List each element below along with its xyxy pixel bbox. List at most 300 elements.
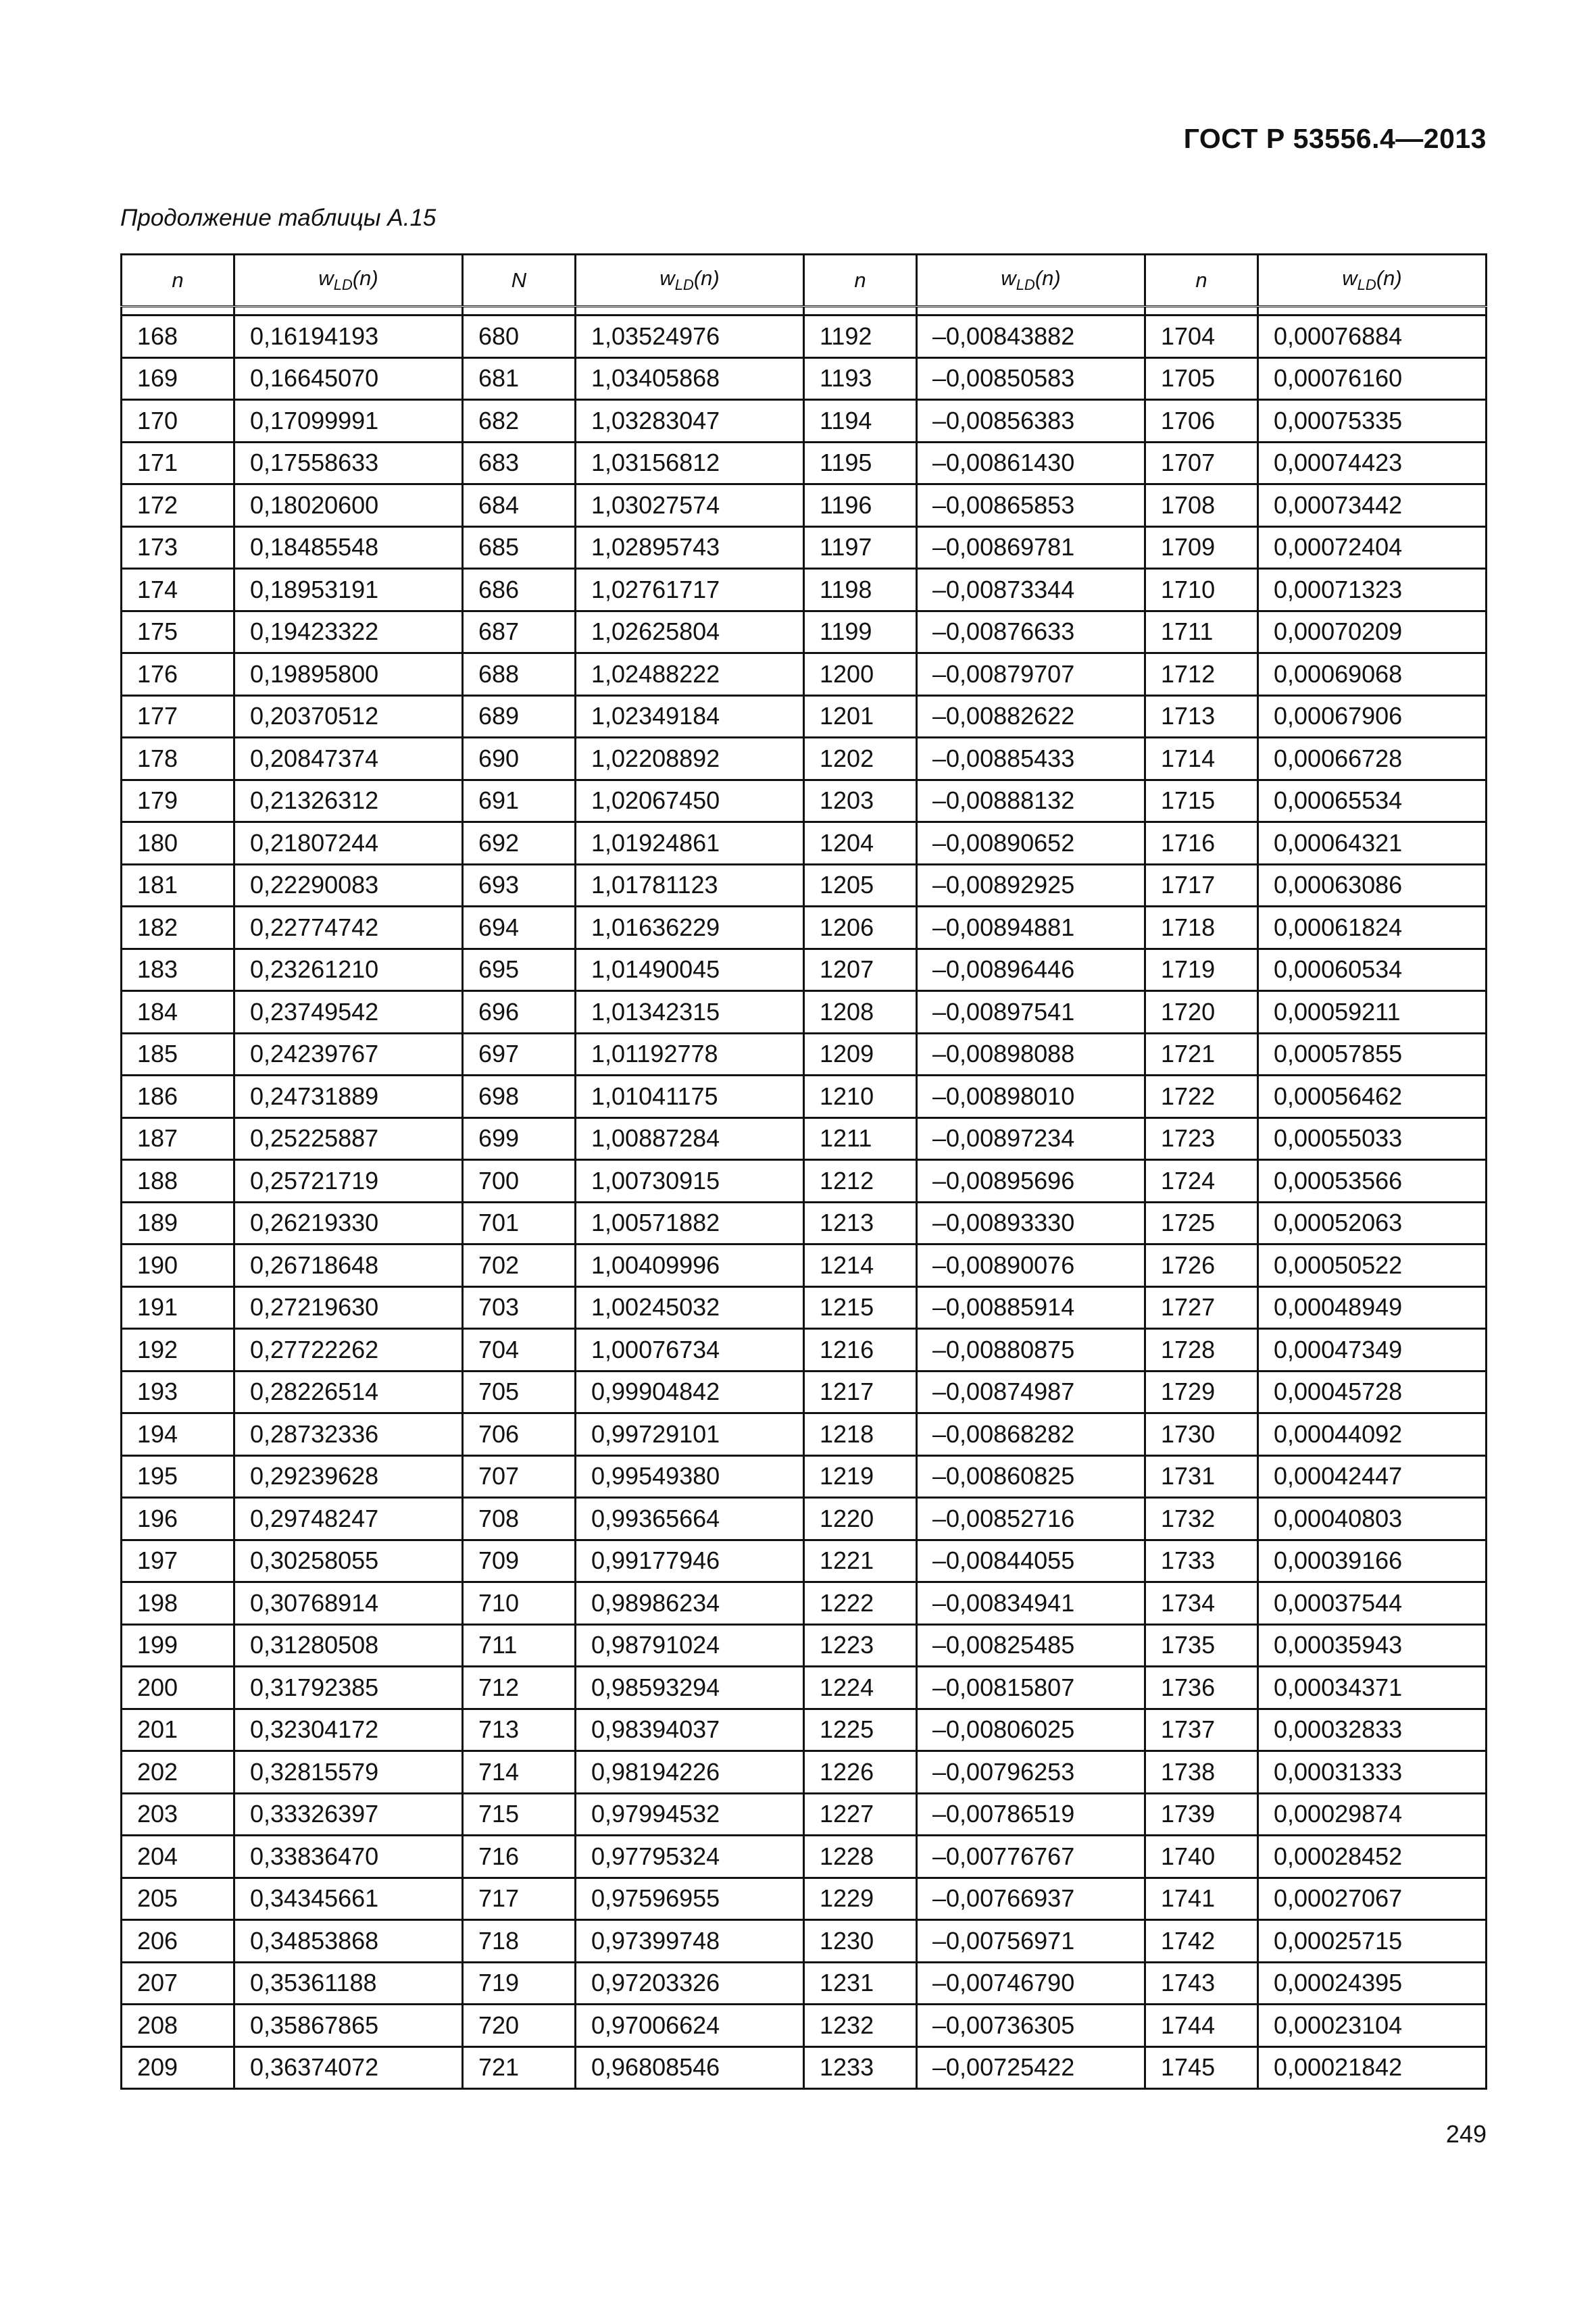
table-cell: 0,00064321 bbox=[1258, 822, 1487, 865]
table-cell: –0,00834941 bbox=[917, 1582, 1145, 1625]
table-cell: 0,00070209 bbox=[1258, 611, 1487, 653]
table-cell: 1739 bbox=[1145, 1793, 1258, 1836]
table-cell: 186 bbox=[122, 1076, 234, 1118]
table-cell: 1717 bbox=[1145, 864, 1258, 907]
table-cell: –0,00776767 bbox=[917, 1836, 1145, 1878]
table-cell: 178 bbox=[122, 738, 234, 780]
table-cell: 1729 bbox=[1145, 1371, 1258, 1413]
table-cell: 1713 bbox=[1145, 695, 1258, 738]
table-cell: 1199 bbox=[804, 611, 917, 653]
table-header-row bbox=[122, 255, 1487, 307]
table-row bbox=[122, 2005, 1487, 2047]
table-cell: 1230 bbox=[804, 1920, 917, 1963]
table-cell: 1736 bbox=[1145, 1667, 1258, 1709]
table-cell: –0,00843882 bbox=[917, 316, 1145, 358]
table-cell: 0,31792385 bbox=[234, 1667, 463, 1709]
table-cell: 1,00730915 bbox=[576, 1160, 804, 1203]
table-body bbox=[122, 316, 1487, 2089]
table-cell: 1724 bbox=[1145, 1160, 1258, 1203]
table-cell: 710 bbox=[463, 1582, 576, 1625]
table-row bbox=[122, 400, 1487, 443]
table-cell: –0,00861430 bbox=[917, 442, 1145, 484]
table-cell: 1,02208892 bbox=[576, 738, 804, 780]
table-cell: 1707 bbox=[1145, 442, 1258, 484]
table-cell: –0,00873344 bbox=[917, 569, 1145, 611]
table-cell: 0,20847374 bbox=[234, 738, 463, 780]
table-cell: 188 bbox=[122, 1160, 234, 1203]
table-cell: 694 bbox=[463, 907, 576, 949]
table-cell: 1227 bbox=[804, 1793, 917, 1836]
table-row bbox=[122, 1751, 1487, 1794]
table-cell: 0,30768914 bbox=[234, 1582, 463, 1625]
table-cell: 0,24239767 bbox=[234, 1033, 463, 1076]
table-row bbox=[122, 1920, 1487, 1963]
table-cell: 1743 bbox=[1145, 1962, 1258, 2005]
table-row bbox=[122, 695, 1487, 738]
table-cell: 1741 bbox=[1145, 1878, 1258, 1920]
table-cell: –0,00825485 bbox=[917, 1624, 1145, 1667]
table-cell: 0,97795324 bbox=[576, 1836, 804, 1878]
table-cell: 181 bbox=[122, 864, 234, 907]
table-cell: –0,00860825 bbox=[917, 1455, 1145, 1498]
table-cell: 187 bbox=[122, 1117, 234, 1160]
table-cell: 1723 bbox=[1145, 1117, 1258, 1160]
table-cell: –0,00897234 bbox=[917, 1117, 1145, 1160]
table-cell: 173 bbox=[122, 526, 234, 569]
table-cell: 1714 bbox=[1145, 738, 1258, 780]
table-cell: –0,00890076 bbox=[917, 1244, 1145, 1287]
table-cell: –0,00736305 bbox=[917, 2005, 1145, 2047]
table-cell: 0,98394037 bbox=[576, 1709, 804, 1751]
table-cell: 199 bbox=[122, 1624, 234, 1667]
table-cell: 0,00057855 bbox=[1258, 1033, 1487, 1076]
table-cell: 1231 bbox=[804, 1962, 917, 2005]
table-cell: 1,03156812 bbox=[576, 442, 804, 484]
table-cell: 704 bbox=[463, 1329, 576, 1372]
table-cell: 1206 bbox=[804, 907, 917, 949]
table-cell: 0,99177946 bbox=[576, 1540, 804, 1582]
table-cell: 0,00063086 bbox=[1258, 864, 1487, 907]
table-cell: 200 bbox=[122, 1667, 234, 1709]
table-cell: 0,00053566 bbox=[1258, 1160, 1487, 1203]
table-cell: 182 bbox=[122, 907, 234, 949]
table-cell: 1,03524976 bbox=[576, 316, 804, 358]
table-cell: 688 bbox=[463, 653, 576, 696]
table-cell: 1,01342315 bbox=[576, 991, 804, 1034]
table-cell: 184 bbox=[122, 991, 234, 1034]
table-cell: 1732 bbox=[1145, 1498, 1258, 1540]
table-cell: 0,00044092 bbox=[1258, 1413, 1487, 1456]
table-cell: 702 bbox=[463, 1244, 576, 1287]
table-cell: 0,00028452 bbox=[1258, 1836, 1487, 1878]
table-cell: 0,00037544 bbox=[1258, 1582, 1487, 1625]
table-cell: 0,00027067 bbox=[1258, 1878, 1487, 1920]
table-row bbox=[122, 1582, 1487, 1625]
table-cell: 168 bbox=[122, 316, 234, 358]
table-cell: 0,00050522 bbox=[1258, 1244, 1487, 1287]
table-cell: 196 bbox=[122, 1498, 234, 1540]
table-cell: 714 bbox=[463, 1751, 576, 1794]
table-cell: –0,00898088 bbox=[917, 1033, 1145, 1076]
table-cell: 175 bbox=[122, 611, 234, 653]
table-row bbox=[122, 611, 1487, 653]
table-cell: 1217 bbox=[804, 1371, 917, 1413]
table-cell: 1200 bbox=[804, 653, 917, 696]
table-row bbox=[122, 357, 1487, 400]
table-row bbox=[122, 1413, 1487, 1456]
table-cell: 0,00045728 bbox=[1258, 1371, 1487, 1413]
table-cell: 1710 bbox=[1145, 569, 1258, 611]
standard-code: ГОСТ Р 53556.4—2013 bbox=[1183, 123, 1487, 154]
table-cell: 206 bbox=[122, 1920, 234, 1963]
table-cell: 1,00409996 bbox=[576, 1244, 804, 1287]
table-row bbox=[122, 991, 1487, 1034]
table-cell: 1193 bbox=[804, 357, 917, 400]
table-cell: 1202 bbox=[804, 738, 917, 780]
table-cell: 1,00076734 bbox=[576, 1329, 804, 1372]
table-cell: 195 bbox=[122, 1455, 234, 1498]
table-cell: 0,97994532 bbox=[576, 1793, 804, 1836]
table-cell: 705 bbox=[463, 1371, 576, 1413]
table-cell: 718 bbox=[463, 1920, 576, 1963]
table-cell: 712 bbox=[463, 1667, 576, 1709]
table-cell: 1708 bbox=[1145, 484, 1258, 527]
table-cell: 703 bbox=[463, 1286, 576, 1329]
table-cell: 1721 bbox=[1145, 1033, 1258, 1076]
table-cell: 691 bbox=[463, 780, 576, 822]
table-cell: 0,33836470 bbox=[234, 1836, 463, 1878]
column-header: N bbox=[463, 255, 576, 307]
table-cell: 0,30258055 bbox=[234, 1540, 463, 1582]
table-cell: 1212 bbox=[804, 1160, 917, 1203]
table-cell: 695 bbox=[463, 949, 576, 991]
table-cell: 0,27219630 bbox=[234, 1286, 463, 1329]
table-cell: 686 bbox=[463, 569, 576, 611]
table-cell: 0,20370512 bbox=[234, 695, 463, 738]
table-cell: –0,00746790 bbox=[917, 1962, 1145, 2005]
table-cell: 697 bbox=[463, 1033, 576, 1076]
table-cell: –0,00897541 bbox=[917, 991, 1145, 1034]
table-cell: 0,00076160 bbox=[1258, 357, 1487, 400]
table-cell: 1734 bbox=[1145, 1582, 1258, 1625]
table-row bbox=[122, 1455, 1487, 1498]
table-cell: 1,02067450 bbox=[576, 780, 804, 822]
table-cell: 1,01636229 bbox=[576, 907, 804, 949]
table-cell: 1711 bbox=[1145, 611, 1258, 653]
table-row bbox=[122, 1244, 1487, 1287]
table-cell: 685 bbox=[463, 526, 576, 569]
table-row bbox=[122, 1540, 1487, 1582]
table-cell: 1744 bbox=[1145, 2005, 1258, 2047]
table-cell: 0,22774742 bbox=[234, 907, 463, 949]
table-row bbox=[122, 1033, 1487, 1076]
table-cell: –0,00865853 bbox=[917, 484, 1145, 527]
table-cell: 1224 bbox=[804, 1667, 917, 1709]
table-row bbox=[122, 1709, 1487, 1751]
table-row bbox=[122, 1878, 1487, 1920]
table-cell: 0,16645070 bbox=[234, 357, 463, 400]
table-row bbox=[122, 1836, 1487, 1878]
table-cell: 0,17099991 bbox=[234, 400, 463, 443]
table-cell: 1,02895743 bbox=[576, 526, 804, 569]
table-cell: 0,96808546 bbox=[576, 2046, 804, 2089]
header-separator bbox=[122, 307, 1487, 316]
table-cell: 171 bbox=[122, 442, 234, 484]
column-header: n bbox=[1145, 255, 1258, 307]
table-cell: 0,99549380 bbox=[576, 1455, 804, 1498]
table-cell: 699 bbox=[463, 1117, 576, 1160]
table-cell: –0,00869781 bbox=[917, 526, 1145, 569]
table-cell: 0,97203326 bbox=[576, 1962, 804, 2005]
table-cell: 179 bbox=[122, 780, 234, 822]
table-cell: 1720 bbox=[1145, 991, 1258, 1034]
table-cell: 1213 bbox=[804, 1202, 917, 1244]
table-cell: –0,00766937 bbox=[917, 1878, 1145, 1920]
table-cell: 1712 bbox=[1145, 653, 1258, 696]
table-cell: –0,00896446 bbox=[917, 949, 1145, 991]
table-cell: –0,00786519 bbox=[917, 1793, 1145, 1836]
table-cell: 0,97596955 bbox=[576, 1878, 804, 1920]
table-cell: 0,00076884 bbox=[1258, 316, 1487, 358]
table-cell: 1,02349184 bbox=[576, 695, 804, 738]
table-cell: 0,21326312 bbox=[234, 780, 463, 822]
table-cell: 0,22290083 bbox=[234, 864, 463, 907]
page-number: 249 bbox=[1445, 2120, 1487, 2148]
table-cell: 1742 bbox=[1145, 1920, 1258, 1963]
table-cell: 1,03283047 bbox=[576, 400, 804, 443]
table-cell: 1208 bbox=[804, 991, 917, 1034]
table-cell: 1731 bbox=[1145, 1455, 1258, 1498]
table-cell: 1205 bbox=[804, 864, 917, 907]
table-cell: 0,00066728 bbox=[1258, 738, 1487, 780]
table-cell: 0,00032833 bbox=[1258, 1709, 1487, 1751]
table-cell: 0,00067906 bbox=[1258, 695, 1487, 738]
table-cell: 0,98986234 bbox=[576, 1582, 804, 1625]
table-cell: 700 bbox=[463, 1160, 576, 1203]
table-cell: 1196 bbox=[804, 484, 917, 527]
table-cell: –0,00892925 bbox=[917, 864, 1145, 907]
table-cell: 0,17558633 bbox=[234, 442, 463, 484]
table-cell: 194 bbox=[122, 1413, 234, 1456]
table-cell: 208 bbox=[122, 2005, 234, 2047]
table-cell: 191 bbox=[122, 1286, 234, 1329]
table-cell: 719 bbox=[463, 1962, 576, 2005]
table-cell: 1718 bbox=[1145, 907, 1258, 949]
table-cell: –0,00806025 bbox=[917, 1709, 1145, 1751]
table-cell: –0,00844055 bbox=[917, 1540, 1145, 1582]
table-cell: 0,33326397 bbox=[234, 1793, 463, 1836]
table-cell: 0,00071323 bbox=[1258, 569, 1487, 611]
table-cell: 1214 bbox=[804, 1244, 917, 1287]
table-cell: 0,25225887 bbox=[234, 1117, 463, 1160]
table-cell: 192 bbox=[122, 1329, 234, 1372]
table-cell: 1209 bbox=[804, 1033, 917, 1076]
table-cell: 1,00571882 bbox=[576, 1202, 804, 1244]
table-cell: 1225 bbox=[804, 1709, 917, 1751]
table-cell: 0,99904842 bbox=[576, 1371, 804, 1413]
table-cell: 1221 bbox=[804, 1540, 917, 1582]
table-row bbox=[122, 907, 1487, 949]
table-cell: 1229 bbox=[804, 1878, 917, 1920]
table-cell: 0,00073442 bbox=[1258, 484, 1487, 527]
table-row bbox=[122, 1371, 1487, 1413]
table-cell: 1194 bbox=[804, 400, 917, 443]
table-cell: 1,01192778 bbox=[576, 1033, 804, 1076]
table-cell: –0,00850583 bbox=[917, 357, 1145, 400]
table-cell: 720 bbox=[463, 2005, 576, 2047]
table-row bbox=[122, 1667, 1487, 1709]
table-row bbox=[122, 1117, 1487, 1160]
table-cell: 1226 bbox=[804, 1751, 917, 1794]
table-caption: Продолжение таблицы А.15 bbox=[120, 205, 437, 231]
column-header: $w_{LD}(n)$ bbox=[576, 255, 804, 307]
table-cell: 1,01924861 bbox=[576, 822, 804, 865]
table-row bbox=[122, 2046, 1487, 2089]
table-cell: 1222 bbox=[804, 1582, 917, 1625]
table-row bbox=[122, 316, 1487, 358]
table-cell: 197 bbox=[122, 1540, 234, 1582]
table-row bbox=[122, 653, 1487, 696]
table-cell: 709 bbox=[463, 1540, 576, 1582]
table-row bbox=[122, 569, 1487, 611]
table-cell: 1735 bbox=[1145, 1624, 1258, 1667]
table-cell: –0,00725422 bbox=[917, 2046, 1145, 2089]
table-cell: 0,98791024 bbox=[576, 1624, 804, 1667]
table-cell: 711 bbox=[463, 1624, 576, 1667]
table-cell: 0,00025715 bbox=[1258, 1920, 1487, 1963]
table-cell: 0,18953191 bbox=[234, 569, 463, 611]
table-cell: 0,00039166 bbox=[1258, 1540, 1487, 1582]
table-cell: 0,27722262 bbox=[234, 1329, 463, 1372]
table-cell: 1726 bbox=[1145, 1244, 1258, 1287]
column-header: $w_{LD}(n)$ bbox=[917, 255, 1145, 307]
table-cell: 706 bbox=[463, 1413, 576, 1456]
table-cell: –0,00868282 bbox=[917, 1413, 1145, 1456]
table-cell: 0,35361188 bbox=[234, 1962, 463, 2005]
table-cell: 0,00074423 bbox=[1258, 442, 1487, 484]
table-cell: 1730 bbox=[1145, 1413, 1258, 1456]
table-cell: 201 bbox=[122, 1709, 234, 1751]
table-cell: 193 bbox=[122, 1371, 234, 1413]
table-cell: 715 bbox=[463, 1793, 576, 1836]
table-cell: 696 bbox=[463, 991, 576, 1034]
table-cell: 1201 bbox=[804, 695, 917, 738]
table-cell: 692 bbox=[463, 822, 576, 865]
table-cell: 0,00023104 bbox=[1258, 2005, 1487, 2047]
table-cell: 0,00040803 bbox=[1258, 1498, 1487, 1540]
table-cell: 169 bbox=[122, 357, 234, 400]
table-cell: 1233 bbox=[804, 2046, 917, 2089]
table-cell: –0,00895696 bbox=[917, 1160, 1145, 1203]
column-header: n bbox=[804, 255, 917, 307]
table-cell: 1215 bbox=[804, 1286, 917, 1329]
table-cell: 209 bbox=[122, 2046, 234, 2089]
table-cell: 680 bbox=[463, 316, 576, 358]
table-cell: 0,28226514 bbox=[234, 1371, 463, 1413]
table-cell: –0,00885433 bbox=[917, 738, 1145, 780]
table-cell: 183 bbox=[122, 949, 234, 991]
table-cell: 1,00245032 bbox=[576, 1286, 804, 1329]
table-cell: 185 bbox=[122, 1033, 234, 1076]
table-cell: 1204 bbox=[804, 822, 917, 865]
table-cell: 721 bbox=[463, 2046, 576, 2089]
table-row bbox=[122, 1793, 1487, 1836]
table-cell: 0,99729101 bbox=[576, 1413, 804, 1456]
table-cell: 0,32815579 bbox=[234, 1751, 463, 1794]
table-cell: 0,16194193 bbox=[234, 316, 463, 358]
table-cell: 198 bbox=[122, 1582, 234, 1625]
column-header: $w_{LD}(n)$ bbox=[1258, 255, 1487, 307]
table-cell: 0,00061824 bbox=[1258, 907, 1487, 949]
table-row bbox=[122, 738, 1487, 780]
table-cell: 0,35867865 bbox=[234, 2005, 463, 2047]
table-cell: 701 bbox=[463, 1202, 576, 1244]
table-cell: 708 bbox=[463, 1498, 576, 1540]
table-cell: 0,24731889 bbox=[234, 1076, 463, 1118]
table-cell: –0,00898010 bbox=[917, 1076, 1145, 1118]
table-cell: 0,00035943 bbox=[1258, 1624, 1487, 1667]
table-cell: 170 bbox=[122, 400, 234, 443]
table-cell: 0,18485548 bbox=[234, 526, 463, 569]
table-cell: 681 bbox=[463, 357, 576, 400]
table-cell: 0,00042447 bbox=[1258, 1455, 1487, 1498]
table-cell: 0,00029874 bbox=[1258, 1793, 1487, 1836]
table-cell: 690 bbox=[463, 738, 576, 780]
table-cell: 180 bbox=[122, 822, 234, 865]
table-cell: 0,23261210 bbox=[234, 949, 463, 991]
table-row bbox=[122, 1624, 1487, 1667]
table-cell: 0,98593294 bbox=[576, 1667, 804, 1709]
table-cell: 1704 bbox=[1145, 316, 1258, 358]
table-cell: 0,23749542 bbox=[234, 991, 463, 1034]
table-cell: 713 bbox=[463, 1709, 576, 1751]
table-cell: 0,21807244 bbox=[234, 822, 463, 865]
table-cell: 689 bbox=[463, 695, 576, 738]
table-cell: 1727 bbox=[1145, 1286, 1258, 1329]
table-cell: 1716 bbox=[1145, 822, 1258, 865]
table-cell: 1,01490045 bbox=[576, 949, 804, 991]
table-row bbox=[122, 1329, 1487, 1372]
table-cell: 707 bbox=[463, 1455, 576, 1498]
table-cell: 1,02625804 bbox=[576, 611, 804, 653]
column-header: n bbox=[122, 255, 234, 307]
table-cell: 1705 bbox=[1145, 357, 1258, 400]
table-cell: 1192 bbox=[804, 316, 917, 358]
table-cell: 0,26718648 bbox=[234, 1244, 463, 1287]
table-cell: –0,00876633 bbox=[917, 611, 1145, 653]
table-cell: –0,00856383 bbox=[917, 400, 1145, 443]
table-cell: 693 bbox=[463, 864, 576, 907]
table-row bbox=[122, 1160, 1487, 1203]
table-cell: 1715 bbox=[1145, 780, 1258, 822]
table-cell: 1207 bbox=[804, 949, 917, 991]
table-cell: –0,00894881 bbox=[917, 907, 1145, 949]
table-cell: 0,00072404 bbox=[1258, 526, 1487, 569]
table-cell: 1738 bbox=[1145, 1751, 1258, 1794]
table-row bbox=[122, 822, 1487, 865]
table-cell: –0,00882622 bbox=[917, 695, 1145, 738]
table-row bbox=[122, 1962, 1487, 2005]
table-cell: 190 bbox=[122, 1244, 234, 1287]
table-cell: 684 bbox=[463, 484, 576, 527]
table-cell: 0,26219330 bbox=[234, 1202, 463, 1244]
table-cell: –0,00890652 bbox=[917, 822, 1145, 865]
table-cell: 1719 bbox=[1145, 949, 1258, 991]
table-row bbox=[122, 484, 1487, 527]
table-cell: 0,19895800 bbox=[234, 653, 463, 696]
table-cell: 1,03405868 bbox=[576, 357, 804, 400]
table-cell: 0,28732336 bbox=[234, 1413, 463, 1456]
